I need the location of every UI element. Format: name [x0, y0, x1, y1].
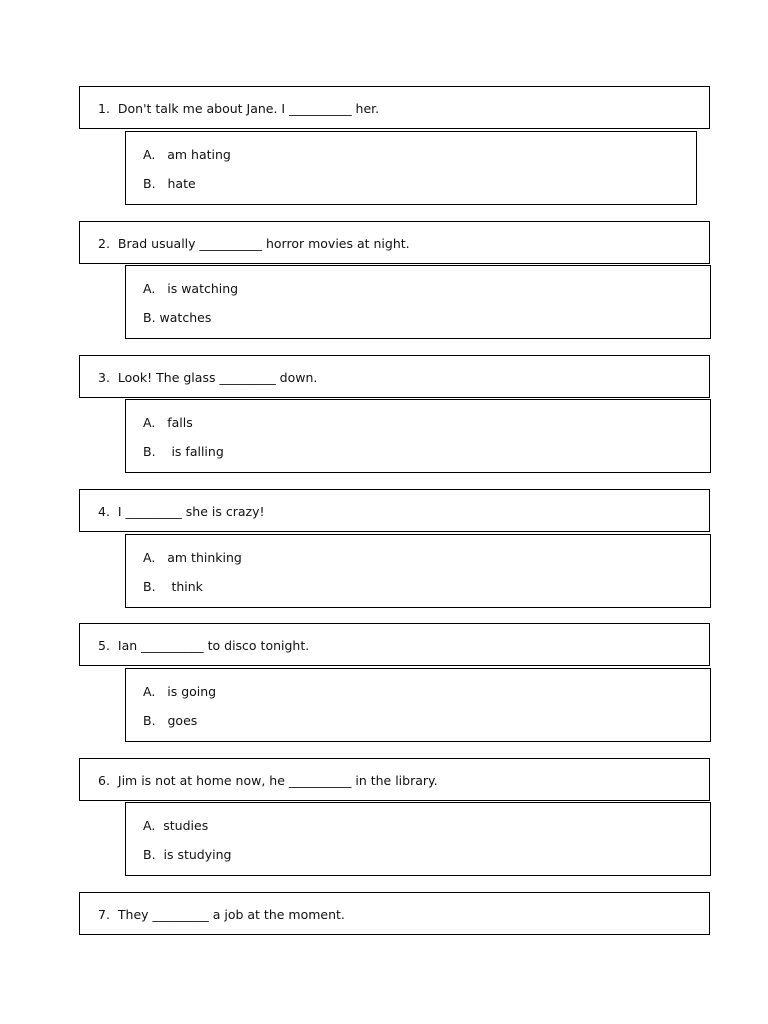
question-2 — [79, 221, 710, 264]
question-5 — [79, 623, 710, 666]
options-5 — [125, 668, 711, 742]
option-b[interactable]: B. think — [143, 579, 203, 594]
option-b[interactable]: B. is falling — [143, 444, 224, 459]
options-6 — [125, 802, 711, 876]
question-text: 1. Don't talk me about Jane. I __________ her. — [98, 101, 380, 116]
question-3 — [79, 355, 710, 398]
option-b[interactable]: B. watches — [143, 310, 212, 325]
question-text: 4. I _________ she is crazy! — [98, 504, 265, 519]
question-1 — [79, 86, 710, 129]
option-a[interactable]: A. am thinking — [143, 550, 242, 565]
question-text: 5. Ian __________ to disco tonight. — [98, 638, 310, 653]
question-4 — [79, 489, 710, 532]
option-a[interactable]: A. am hating — [143, 147, 231, 162]
option-a[interactable]: A. is going — [143, 684, 217, 699]
question-text: 3. Look! The glass _________ down. — [98, 370, 318, 385]
option-a[interactable]: A. is watching — [143, 281, 239, 296]
question-6 — [79, 758, 710, 801]
option-a[interactable]: A. studies — [143, 818, 209, 833]
options-4 — [125, 534, 711, 608]
question-text: 6. Jim is not at home now, he __________ in the library. — [98, 773, 438, 788]
options-2 — [125, 265, 711, 339]
options-1 — [125, 131, 697, 205]
options-3 — [125, 399, 711, 473]
question-text: 7. They _________ a job at the moment. — [98, 907, 345, 922]
option-b[interactable]: B. hate — [143, 176, 196, 191]
question-text: 2. Brad usually __________ horror movies at night. — [98, 236, 410, 251]
option-b[interactable]: B. is studying — [143, 847, 232, 862]
option-b[interactable]: B. goes — [143, 713, 198, 728]
option-a[interactable]: A. falls — [143, 415, 193, 430]
question-7 — [79, 892, 710, 935]
